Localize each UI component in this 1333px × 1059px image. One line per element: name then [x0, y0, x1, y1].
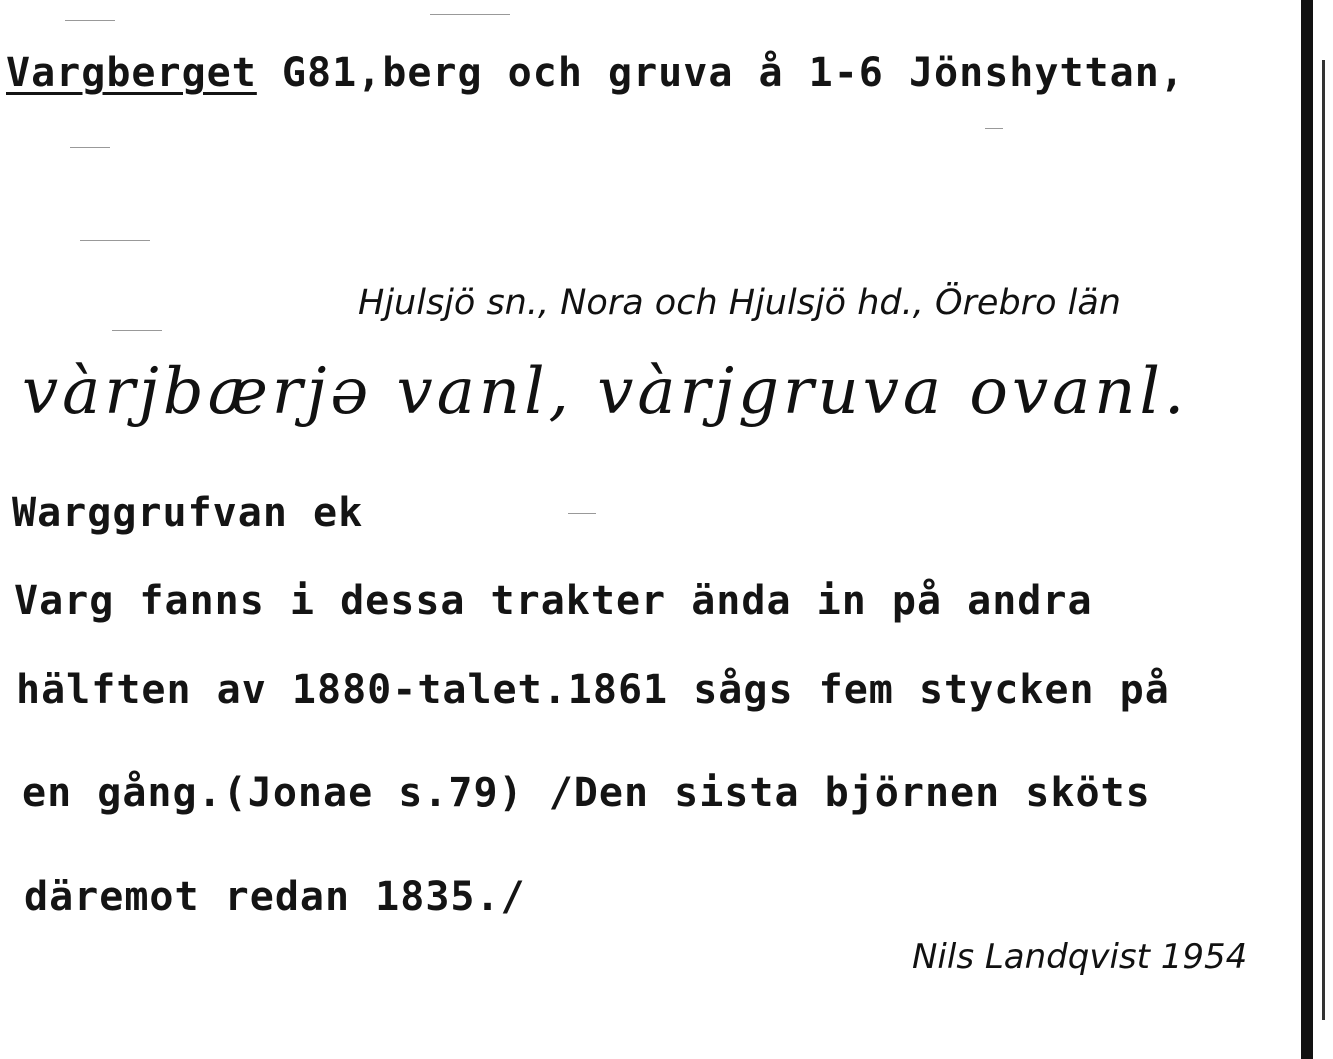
variant-form: Warggrufvan ek [12, 490, 364, 536]
card-edge-shadow [1301, 0, 1313, 1059]
scan-speck [70, 147, 110, 148]
scan-speck [568, 513, 596, 514]
scan-speck [65, 20, 115, 21]
location-line: Hjulsjö sn., Nora och Hjulsjö hd., Örebro län [358, 283, 1121, 323]
scan-speck [80, 240, 150, 241]
card-edge-line [1322, 60, 1325, 1020]
scan-speck [112, 330, 162, 331]
body-line-2: hälften av 1880-talet.1861 sågs fem stycken på [16, 667, 1170, 713]
body-line-1: Varg fanns i dessa trakter ända in på andra [14, 578, 1093, 624]
header-line [6, 50, 1185, 96]
pronunciation-handwritten: vàrjbærjə vanl, vàrjgruva ovanl. [22, 355, 1189, 429]
scan-speck [985, 128, 1003, 129]
headword: Vargberget [6, 50, 257, 96]
body-line-3: en gång.(Jonae s.79) /Den sista björnen sköts [22, 770, 1151, 816]
header-description: G81,berg och gruva å 1-6 Jönshyttan, [281, 50, 1185, 96]
body-line-4: däremot redan 1835./ [24, 874, 526, 920]
scan-speck [430, 14, 510, 15]
signature: Nils Landqvist 1954 [912, 937, 1248, 977]
